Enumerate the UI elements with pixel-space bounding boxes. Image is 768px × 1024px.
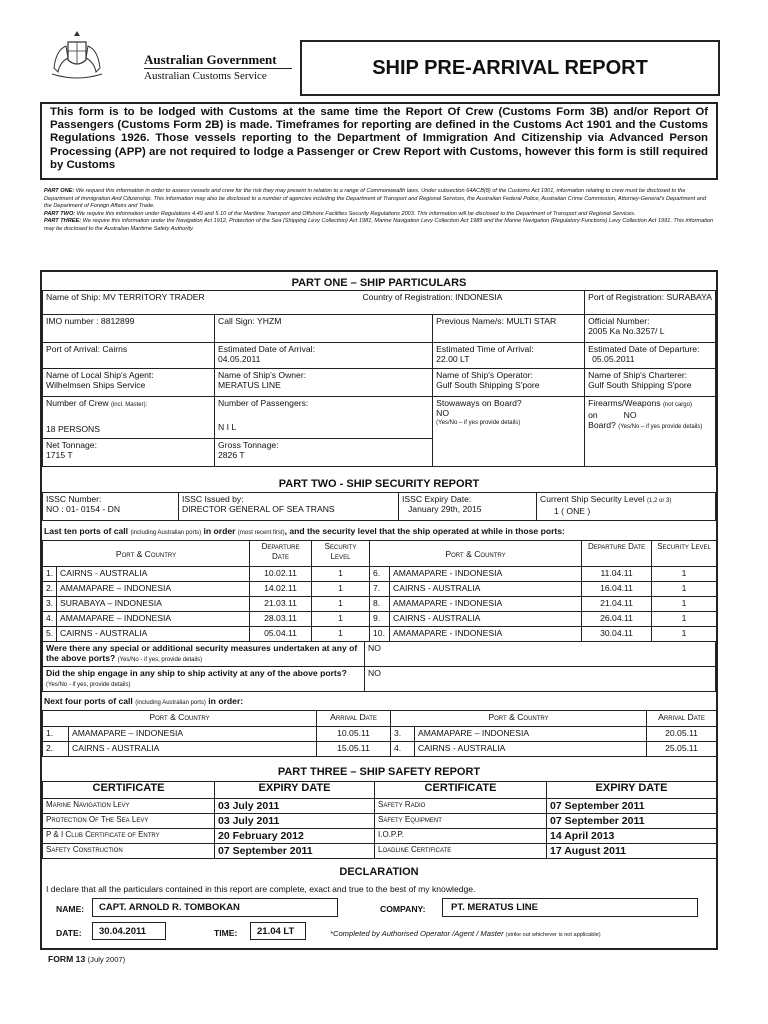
completed-by-note: *Completed by Authorised Operator /Agent / Master (strike out whichever is not applicable) [330,929,601,938]
issc-table [42,492,716,521]
security-level: 1 [652,567,717,582]
crew-value: 18 PERSONS [46,424,100,434]
departure-date: 21.04.11 [582,597,652,612]
eta-time-value: 22.00 LT [436,354,470,364]
departure-date: 21.03.11 [250,597,312,612]
issc-issuer-value: DIRECTOR GENERAL OF SEA TRANS [182,504,335,514]
departure-date: 10.02.11 [250,567,312,582]
arrival-date: 15.05.11 [317,742,391,757]
security-questions [42,641,716,692]
security-level-value: 1 ( ONE ) [554,506,591,516]
official-number-label: Official Number: [588,316,650,326]
form-title-box [300,40,720,96]
certificate-expiry: 17 August 2011 [547,844,717,859]
certificate-expiry: 20 February 2012 [215,829,375,844]
certificate-name: Safety Radio [375,799,547,814]
crew-label: Number of Crew [46,398,109,408]
part-one-heading: PART ONE – SHIP PARTICULARS [291,277,467,289]
departure-date: 11.04.11 [582,567,652,582]
port-country: AMAMAPARE - INDONESIA [390,627,582,642]
departure-date: 28.03.11 [250,612,312,627]
certificate-name: Safety Construction [43,844,215,859]
port-index: 2. [43,582,57,597]
port-index: 7. [370,582,390,597]
next-ports-table [42,710,716,757]
port-country: CAIRNS - AUSTRALIA [57,627,250,642]
etd-label: Estimated Date of Departure: [588,344,700,354]
port-index: 8. [370,597,390,612]
net-tonnage-value: 1715 T [46,450,73,460]
security-level: 1 [312,567,370,582]
col-port-country-2: Port & Country [370,541,582,567]
government-name: Australian Government [144,52,277,67]
certificate-row [43,829,717,844]
special-measures-answer: NO [368,643,381,653]
declaration-statement: I declare that all the particulars contained in this report are complete, exact and true to the best of my knowledge. [46,884,476,894]
expiry-col-heading-2: EXPIRY DATE [547,782,717,799]
stowaways-value: NO [436,408,450,418]
certificate-name: Protection Of The Sea Levy [43,814,215,829]
cert-col-heading-2: CERTIFICATE [375,782,547,799]
gross-tonnage-label: Gross Tonnage: [218,440,279,450]
declaration-heading: DECLARATION [339,866,419,878]
issc-expiry-label: ISSC Expiry Date: [402,494,472,504]
port-index: 4. [43,612,57,627]
next-port-index: 4. [391,742,415,757]
next-port-index: 2. [43,742,69,757]
etd-value: 05.05.2011 [592,354,635,364]
port-country: CAIRNS - AUSTRALIA [57,567,250,582]
charterer-label: Name of Ship's Charterer: [588,370,688,380]
time-field[interactable]: 21.04 LT [250,922,306,940]
arrival-date: 20.05.11 [647,727,717,742]
certificate-expiry: 07 September 2011 [547,799,717,814]
agency-name: Australian Customs Service [144,70,267,82]
departure-date: 14.02.11 [250,582,312,597]
operator-label: Name of Ship's Operator: [436,370,533,380]
port-country: AMAMAPARE - INDONESIA [390,567,582,582]
agent-label: Name of Local Ship's Agent: [46,370,154,380]
firearms-label: Firearms/Weapons [588,398,661,408]
departure-date: 30.04.11 [582,627,652,642]
last-ports-table [42,540,716,642]
next-port-row [43,742,717,757]
port-index: 1. [43,567,57,582]
special-measures-question: Were there any special or additional security measures undertaken at any of the above ports? [46,643,358,663]
certificate-name: Loadline Certificate [375,844,547,859]
company-label: COMPANY: [380,904,426,914]
issc-number-value: NO : 01- 0154 - DN [46,504,121,514]
ship-to-ship-question: Did the ship engage in any ship to ship activity at any of the above ports? [46,668,347,678]
port-country: SURABAYA – INDONESIA [57,597,250,612]
certificate-expiry: 07 September 2011 [215,844,375,859]
firearms-note: (not cargo) [662,402,692,408]
eta-time-label: Estimated Time of Arrival: [436,344,534,354]
security-level-note: (1,2 or 3) [647,498,672,504]
ship-particulars-table [42,290,716,467]
col-departure-date-2: Departure Date [582,541,652,567]
firearms-note2: (Yes/No – if yes provide details) [618,424,703,430]
certificate-name: Marine Navigation Levy [43,799,215,814]
arrival-date: 10.05.11 [317,727,391,742]
departure-date: 16.04.11 [582,582,652,597]
ship-name: Name of Ship: MV TERRITORY TRADER [46,292,205,302]
special-measures-note: (Yes/No - if yes, provide details) [117,657,203,663]
time-label: TIME: [214,928,238,938]
coat-of-arms-icon [48,28,106,89]
ship-to-ship-answer: NO [368,668,381,678]
firearms-board: Board? [588,420,616,430]
port-row [43,567,717,582]
certificate-expiry: 07 September 2011 [547,814,717,829]
owner-label: Name of Ship's Owner: [218,370,307,380]
port-country: AMAMAPARE – INDONESIA [57,582,250,597]
stowaways-note: (Yes/No – if yes provide details) [436,420,521,426]
security-level: 1 [312,627,370,642]
operator-value: Gulf South Shipping S'pore [436,380,540,390]
date-label: DATE: [56,928,82,938]
col-security-level: Security Level [312,541,370,567]
part-two-heading: PART TWO - SHIP SECURITY REPORT [278,478,480,490]
port-row [43,582,717,597]
port-country: CAIRNS - AUSTRALIA [390,612,582,627]
company-field[interactable]: PT. MERATUS LINE [442,898,698,917]
departure-date: 26.04.11 [582,612,652,627]
eta-date-value: 04.05.2011 [218,354,261,364]
certificate-expiry: 03 July 2011 [215,799,375,814]
certificate-row [43,844,717,859]
form-number: FORM 13 (July 2007) [48,954,126,964]
agent-value: Wilhelmsen Ships Service [46,380,146,390]
next-port-country: AMAMAPARE – INDONESIA [415,727,647,742]
security-level: 1 [652,627,717,642]
firearms-value: NO [623,410,637,420]
cert-col-heading: CERTIFICATE [43,782,215,799]
security-level: 1 [652,597,717,612]
expiry-col-heading: EXPIRY DATE [215,782,375,799]
port-index: 6. [370,567,390,582]
gross-tonnage-value: 2826 T [218,450,245,460]
issc-number-label: ISSC Number: [46,494,102,504]
next-port-country: CAIRNS - AUSTRALIA [69,742,317,757]
port-country: CAIRNS - AUSTRALIA [390,582,582,597]
security-level: 1 [312,597,370,612]
certificate-expiry: 03 July 2011 [215,814,375,829]
next-port-country: CAIRNS - AUSTRALIA [415,742,647,757]
port-of-arrival: Port of Arrival: Cairns [46,344,128,354]
security-level-label: Current Ship Security Level [540,494,645,504]
eta-date-label: Estimated Date of Arrival: [218,344,315,354]
name-field[interactable]: CAPT. ARNOLD R. TOMBOKAN [92,898,338,917]
date-field[interactable]: 30.04.2011 [92,922,166,940]
certificate-row [43,799,717,814]
next-col-arrival-2: Arrival Date [647,711,717,727]
passengers-label: Number of Passengers: [218,398,309,408]
stowaways-label: Stowaways on Board? [436,398,522,408]
ship-to-ship-note: (Yes/No - if yes, provide details) [46,682,131,688]
certificate-name: P & I Club Certificate of Entry [43,829,215,844]
security-level: 1 [652,582,717,597]
security-level: 1 [312,582,370,597]
lodgement-notice: This form is to be lodged with Customs at the same time the Report Of Crew (Customs Form 3B) and/or Report Of Passengers (Customs Form 2B) is made. Timeframes for reporting are defined in the Customs Act 1901 and the Customs Regulations 1926. Those vessels reporting to the Department of Immigration And Citizenship via Advanced Person Processing (APP) are not required to lodge a Passenger or Crew Report with Customs, however this form is still required by Customs [40,102,718,180]
name-label: NAME: [56,904,85,914]
port-of-registration: Port of Registration: SURABAYA [588,292,712,302]
charterer-value: Gulf South Shipping S'pore [588,380,692,390]
certificate-row [43,814,717,829]
arrival-date: 25.05.11 [647,742,717,757]
safety-certificates-table [42,781,716,859]
last-ports-instruction: Last ten ports of call (including Australian ports) in order (most recent first), and the security level that the ship operated at while in those ports: [44,526,565,536]
col-security-level-2: Security Level [652,541,717,567]
port-index: 9. [370,612,390,627]
departure-date: 05.04.11 [250,627,312,642]
port-country: AMAMAPARE - INDONESIA [390,597,582,612]
call-sign: Call Sign: YHZM [218,316,282,326]
part-three-heading: PART THREE – SHIP SAFETY REPORT [277,766,481,778]
privacy-fine-print: PART ONE: We request this information in order to assess vessels and crew for the risk they may present in relation to a range of Commonwealth laws. Under subsection 64ACB(8) of the Customs Act 1901, information relating to crew must be disclosed to the Department of Immigration And Citizenship. This information may also be disclosed to a number of agencies including the Department of Transport and Regional Services, the Australian Federal Police, Australian Crime Commission, Attorney-General's Department and the Department of Foreign Affairs and Trade. PART TWO: We require this information under Regulations 4.49 and 5.10 of the Maritime Transport and Offshore Facilities Security Regulations 2003. This information will be disclosed to the Department of Transport and Regional Services. PART THREE: We require this information under the Navigation Act 1912, Protection of the Sea (Shipping Levy Collection) Act 1981, Marine Navigation Levy Collection Act 1989 and the Marine Navigation (Regulatory Functions) Levy Collection Act 1991. This information may be disclosed to the Australian Maritime Safety Authority. [44,188,714,232]
form-title: SHIP PRE-ARRIVAL REPORT [372,56,648,79]
owner-value: MERATUS LINE [218,380,281,390]
col-port-country: Port & Country [43,541,250,567]
port-row [43,612,717,627]
next-port-row [43,727,717,742]
port-country: AMAMAPARE – INDONESIA [57,612,250,627]
next-col-port-2: Port & Country [391,711,647,727]
next-col-port: Port & Country [43,711,317,727]
next-port-index: 3. [391,727,415,742]
certificate-expiry: 14 April 2013 [547,829,717,844]
next-port-index: 1. [43,727,69,742]
passengers-value: N I L [218,422,237,432]
port-index: 5. [43,627,57,642]
next-col-arrival: Arrival Date [317,711,391,727]
net-tonnage-label: Net Tonnage: [46,440,97,450]
port-row [43,627,717,642]
official-number-value: 2005 Ka No.3257/ L [588,326,665,336]
port-index: 3. [43,597,57,612]
issc-expiry-value: January 29th, 2015 [408,504,482,514]
security-level: 1 [312,612,370,627]
imo-number: IMO number : 8812899 [46,316,135,326]
country-of-registration: Country of Registration: INDONESIA [362,292,503,302]
previous-names: Previous Name/s: MULTI STAR [436,316,557,326]
certificate-name: Safety Equipment [375,814,547,829]
firearms-on: on [588,410,598,420]
certificate-name: I.O.P.P. [375,829,547,844]
col-departure-date: Departure Date [250,541,312,567]
crew-note: (incl. Master): [110,402,148,408]
port-index: 10. [370,627,390,642]
next-port-country: AMAMAPARE – INDONESIA [69,727,317,742]
issc-issuer-label: ISSC Issued by: [182,494,244,504]
port-row [43,597,717,612]
security-level: 1 [652,612,717,627]
next-ports-instruction: Next four ports of call (including Australian ports) in order: [44,696,244,706]
